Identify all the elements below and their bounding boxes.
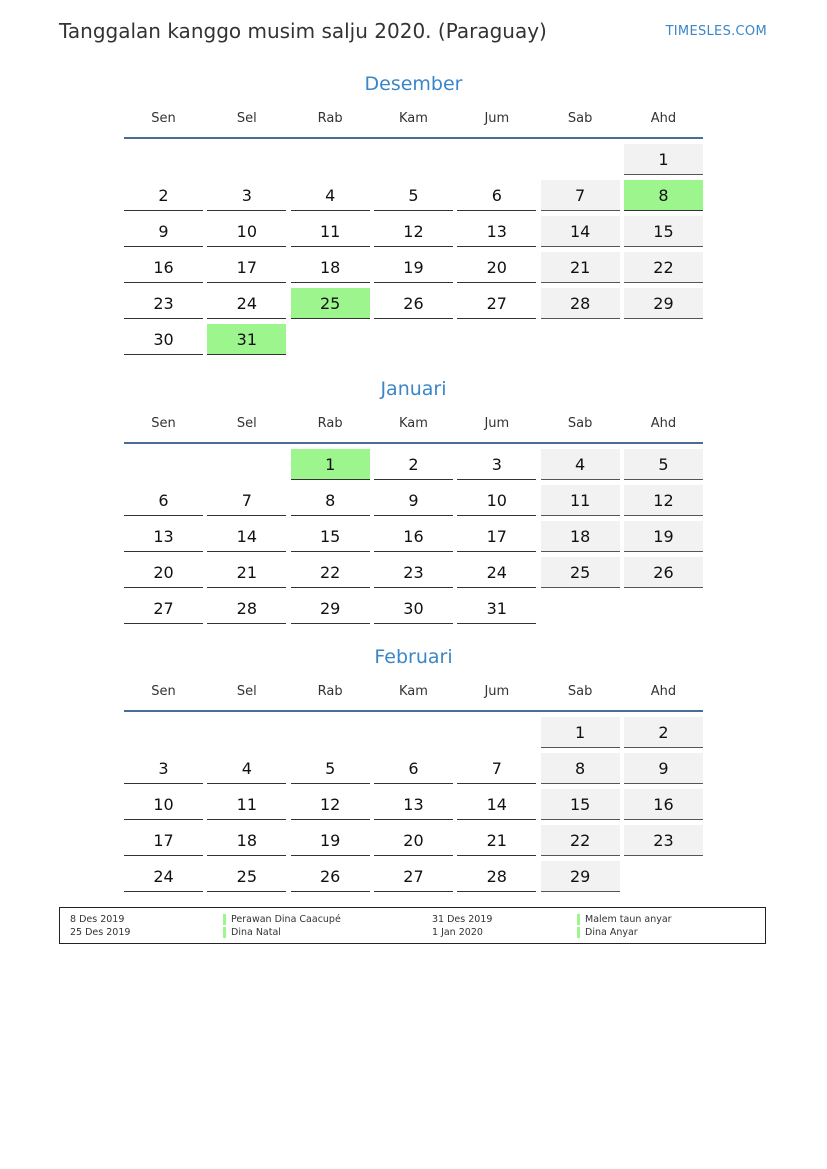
day-cell: 20 <box>124 557 203 588</box>
holiday-day-cell: 8 <box>624 180 703 211</box>
day-cell: 15 <box>624 216 703 247</box>
day-cell: 22 <box>541 825 620 856</box>
day-cell: 5 <box>624 449 703 480</box>
day-cell: 30 <box>124 324 203 355</box>
day-cell: 22 <box>624 252 703 283</box>
day-cell: 23 <box>374 557 453 588</box>
day-cell: 30 <box>374 593 453 624</box>
day-cell: 6 <box>374 753 453 784</box>
day-cell: 17 <box>124 825 203 856</box>
day-cell: 20 <box>457 252 536 283</box>
month-name: Januari <box>380 378 447 400</box>
weekday-label: Sen <box>151 415 176 431</box>
empty-cell <box>374 717 453 748</box>
day-cell: 31 <box>457 593 536 624</box>
weekday-label: Sab <box>567 683 593 699</box>
holiday-color-marker <box>223 927 226 938</box>
day-cell: 2 <box>124 180 203 211</box>
day-cell: 13 <box>124 521 203 552</box>
day-cell: 19 <box>291 825 370 856</box>
legend-holiday-name: Malem taun anyar <box>585 914 672 925</box>
day-cell: 26 <box>374 288 453 319</box>
site-link[interactable]: TIMESLES.COM <box>665 24 767 39</box>
empty-cell <box>541 144 620 175</box>
day-cell: 1 <box>624 144 703 175</box>
weekday-label: Ahd <box>650 683 677 699</box>
day-grid <box>124 449 703 624</box>
legend-dates-left <box>70 913 130 939</box>
day-cell: 11 <box>541 485 620 516</box>
weekday-label: Ahd <box>650 415 677 431</box>
weekday-label: Ahd <box>650 110 677 126</box>
empty-cell <box>124 449 203 480</box>
legend-date: 31 Des 2019 <box>432 914 493 925</box>
day-cell: 5 <box>291 753 370 784</box>
month-0 <box>124 70 703 355</box>
day-cell: 29 <box>624 288 703 319</box>
day-cell: 7 <box>207 485 286 516</box>
day-cell: 29 <box>291 593 370 624</box>
empty-cell <box>207 449 286 480</box>
day-cell: 27 <box>457 288 536 319</box>
holiday-color-marker <box>577 927 580 938</box>
weekday-label: Rab <box>317 683 343 699</box>
page-title: Tanggalan kanggo musim salju 2020. (Paraguay) <box>59 19 547 43</box>
header-divider <box>124 137 703 139</box>
weekday-label: Sel <box>236 110 257 126</box>
day-cell: 14 <box>541 216 620 247</box>
day-cell: 16 <box>624 789 703 820</box>
day-grid <box>124 144 703 355</box>
day-cell: 10 <box>124 789 203 820</box>
weekday-label: Rab <box>317 110 343 126</box>
day-cell: 21 <box>207 557 286 588</box>
weekday-header <box>124 406 703 440</box>
empty-cell <box>124 144 203 175</box>
day-cell: 4 <box>207 753 286 784</box>
weekday-label: Kam <box>399 415 428 431</box>
weekday-label: Sab <box>567 110 593 126</box>
day-cell: 6 <box>124 485 203 516</box>
day-cell: 24 <box>124 861 203 892</box>
day-cell: 9 <box>374 485 453 516</box>
day-cell: 23 <box>124 288 203 319</box>
holiday-day-cell: 1 <box>291 449 370 480</box>
holiday-day-cell: 31 <box>207 324 286 355</box>
day-cell: 11 <box>207 789 286 820</box>
day-cell: 18 <box>541 521 620 552</box>
day-cell: 10 <box>207 216 286 247</box>
day-cell: 3 <box>457 449 536 480</box>
empty-cell <box>207 717 286 748</box>
empty-cell <box>291 717 370 748</box>
day-cell: 13 <box>374 789 453 820</box>
day-cell: 19 <box>624 521 703 552</box>
day-cell: 14 <box>457 789 536 820</box>
weekday-label: Sen <box>151 683 176 699</box>
month-name: Februari <box>374 646 453 668</box>
empty-cell <box>374 144 453 175</box>
day-cell: 24 <box>207 288 286 319</box>
day-cell: 5 <box>374 180 453 211</box>
day-cell: 8 <box>541 753 620 784</box>
weekday-label: Sel <box>236 415 257 431</box>
day-cell: 17 <box>457 521 536 552</box>
month-name: Desember <box>364 73 463 95</box>
weekday-header <box>124 674 703 708</box>
day-cell: 25 <box>541 557 620 588</box>
day-cell: 3 <box>207 180 286 211</box>
day-cell: 21 <box>541 252 620 283</box>
weekday-label: Jum <box>484 683 510 699</box>
day-cell: 2 <box>374 449 453 480</box>
month-1 <box>124 375 703 624</box>
legend-date: 25 Des 2019 <box>70 927 131 938</box>
day-cell: 13 <box>457 216 536 247</box>
day-cell: 3 <box>124 753 203 784</box>
legend-dates-right <box>432 913 492 939</box>
day-cell: 24 <box>457 557 536 588</box>
day-cell: 7 <box>457 753 536 784</box>
day-cell: 1 <box>541 717 620 748</box>
day-grid <box>124 717 703 892</box>
month-2 <box>124 643 703 892</box>
legend-holiday-name: Dina Anyar <box>585 927 638 938</box>
day-cell: 27 <box>374 861 453 892</box>
day-cell: 7 <box>541 180 620 211</box>
weekday-label: Jum <box>484 110 510 126</box>
day-cell: 4 <box>541 449 620 480</box>
day-cell: 28 <box>457 861 536 892</box>
weekday-header <box>124 101 703 135</box>
weekday-label: Kam <box>399 683 428 699</box>
weekday-label: Jum <box>484 415 510 431</box>
day-cell: 18 <box>291 252 370 283</box>
day-cell: 6 <box>457 180 536 211</box>
day-cell: 9 <box>124 216 203 247</box>
day-cell: 22 <box>291 557 370 588</box>
day-cell: 11 <box>291 216 370 247</box>
weekday-label: Sel <box>236 683 257 699</box>
day-cell: 8 <box>291 485 370 516</box>
day-cell: 16 <box>124 252 203 283</box>
day-cell: 2 <box>624 717 703 748</box>
day-cell: 21 <box>457 825 536 856</box>
day-cell: 25 <box>207 861 286 892</box>
day-cell: 15 <box>541 789 620 820</box>
weekday-label: Kam <box>399 110 428 126</box>
day-cell: 15 <box>291 521 370 552</box>
day-cell: 20 <box>374 825 453 856</box>
legend-date: 8 Des 2019 <box>70 914 125 925</box>
day-cell: 27 <box>124 593 203 624</box>
header-divider <box>124 710 703 712</box>
legend-date: 1 Jan 2020 <box>432 927 483 938</box>
empty-cell <box>457 717 536 748</box>
legend-holiday-name: Perawan Dina Caacupé <box>231 914 341 925</box>
day-cell: 16 <box>374 521 453 552</box>
day-cell: 23 <box>624 825 703 856</box>
day-cell: 29 <box>541 861 620 892</box>
legend-names-right <box>577 913 672 939</box>
weekday-label: Sen <box>151 110 176 126</box>
holiday-color-marker <box>223 914 226 925</box>
weekday-label: Rab <box>317 415 343 431</box>
day-cell: 19 <box>374 252 453 283</box>
day-cell: 18 <box>207 825 286 856</box>
day-cell: 12 <box>291 789 370 820</box>
day-cell: 12 <box>624 485 703 516</box>
day-cell: 17 <box>207 252 286 283</box>
holiday-day-cell: 25 <box>291 288 370 319</box>
legend-holiday-name: Dina Natal <box>231 927 281 938</box>
day-cell: 26 <box>624 557 703 588</box>
empty-cell <box>457 144 536 175</box>
day-cell: 4 <box>291 180 370 211</box>
day-cell: 12 <box>374 216 453 247</box>
weekday-label: Sab <box>567 415 593 431</box>
header-divider <box>124 442 703 444</box>
holiday-legend <box>59 907 766 944</box>
empty-cell <box>124 717 203 748</box>
day-cell: 28 <box>207 593 286 624</box>
empty-cell <box>207 144 286 175</box>
day-cell: 28 <box>541 288 620 319</box>
day-cell: 10 <box>457 485 536 516</box>
day-cell: 14 <box>207 521 286 552</box>
holiday-color-marker <box>577 914 580 925</box>
day-cell: 26 <box>291 861 370 892</box>
empty-cell <box>291 144 370 175</box>
day-cell: 9 <box>624 753 703 784</box>
legend-names-left <box>223 913 341 939</box>
